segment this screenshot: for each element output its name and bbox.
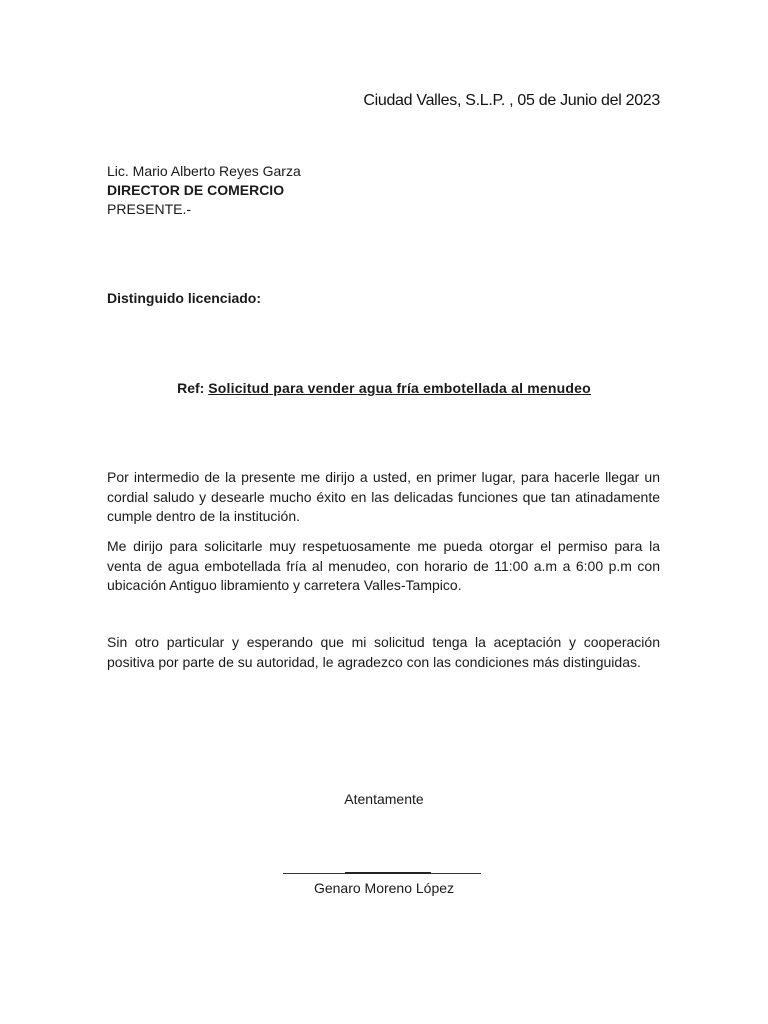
reference-label: Ref: <box>177 380 205 396</box>
body-paragraph-3: Sin otro particular y esperando que mi solicitud tenga la aceptación y cooperación positiva por parte de su autoridad, le agradezco con las condiciones más distinguidas. <box>107 634 660 670</box>
salutation: Distinguido licenciado: <box>107 290 262 306</box>
recipient-title: DIRECTOR DE COMERCIO <box>107 182 285 198</box>
reference-line <box>0 380 768 396</box>
signature-stroke <box>345 872 431 874</box>
signature-line <box>283 873 481 874</box>
reference-subject: Solicitud para vender agua fría embotellada al menudeo <box>208 380 591 396</box>
signer-name: Genaro Moreno López <box>313 880 455 896</box>
recipient-name: Lic. Mario Alberto Reyes Garza <box>107 163 301 179</box>
recipient-block <box>107 162 301 219</box>
date-line: Ciudad Valles, S.L.P. , 05 de Junio del 2023 <box>363 92 660 109</box>
body-paragraph-2: Me dirijo para solicitarle muy respetuosamente me pueda otorgar el permiso para la venta de agua embotellada fría al menudeo, con horario de 11:00 a.m a 6:00 p.m con ubicación Antiguo libramiento y carretera Valles-Tampico. <box>107 538 660 593</box>
recipient-presente: PRESENTE.- <box>107 201 192 217</box>
closing: Atentamente <box>344 791 424 807</box>
body-paragraph-1: Por intermedio de la presente me dirijo a usted, en primer lugar, para hacerle llegar un cordial saludo y desearle mucho éxito en las delicadas funciones que tan atinadamente cumple dentro de la institución. <box>107 469 660 524</box>
